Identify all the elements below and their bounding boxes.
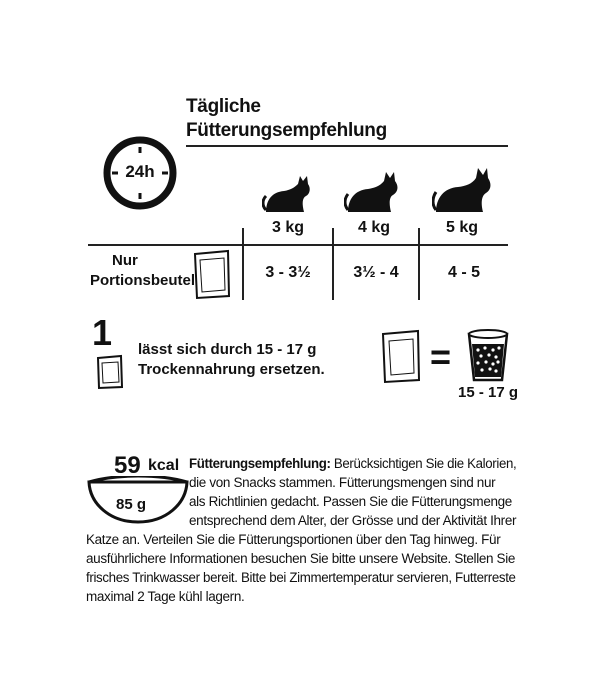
pouch-count: 1 [92,312,113,353]
table-divider-3 [418,228,420,300]
description-line-4: entsprechend dem Alter, der Grösse und der Aktivität Ihrer [189,513,517,528]
cat-icon-large [432,164,496,219]
description-line-6: ausführlichere Informationen besuchen Sie bitte unsere Website. Stellen Sie [86,551,516,566]
replacement-text-1: lässt sich durch 15 - 17 g [138,341,317,358]
description-line-5: Katze an. Verteilen Sie die Fütterungsportionen über den Tag hinweg. Für [86,532,501,547]
portion-value-5kg: 4 - 5 [447,264,480,281]
row-label-line-2: Portionsbeutel [90,272,196,289]
clock-label: 24h [125,162,155,181]
kcal-unit: kcal [148,457,180,474]
portion-value-3kg: 3 - 3½ [265,264,311,281]
description-line-2: die von Snacks stammen. Fütterungsmengen sind nur [189,475,496,490]
dry-food-amount: 15 - 17 g [458,384,519,401]
description-line-1 [189,454,516,473]
table-divider-1 [242,228,244,300]
small-pouch-icon [96,354,124,395]
equals-sign: = [430,336,452,377]
description-line-3: als Richtlinien gedacht. Passen Sie die Fütterungsmenge [189,494,512,509]
title-line-2: Fütterungsempfehlung [186,120,387,141]
dry-food-cup-icon [466,328,510,387]
table-horizontal-line [88,244,508,246]
row-label-line-1: Nur [112,252,138,269]
pouch-icon [192,248,232,305]
cat-icon-small [262,172,314,219]
bowl-weight: 85 g [116,496,147,513]
replacement-text-2: Trockennahrung ersetzen. [138,361,325,378]
table-divider-2 [332,228,334,300]
clock-24h-icon [100,133,180,213]
title-line-1: Tägliche [186,96,261,117]
description-text-1: Berücksichtigen Sie die Kalorien, [333,456,517,471]
portion-value-4kg: 3½ - 4 [353,264,399,281]
description-line-7: frisches Trinkwasser bereit. Bitte bei Zimmertemperatur servieren, Futterreste [86,570,516,585]
title-underline [186,145,508,147]
pouch-large-icon [380,328,422,389]
weight-4kg: 4 kg [357,219,390,236]
description-heading: Fütterungsempfehlung: [189,456,331,471]
kcal-value: 59 [114,452,141,479]
weight-3kg: 3 kg [271,219,304,236]
weight-5kg: 5 kg [445,219,478,236]
cat-icon-medium [344,168,402,219]
description-line-8: maximal 2 Tage kühl lagern. [86,589,245,604]
